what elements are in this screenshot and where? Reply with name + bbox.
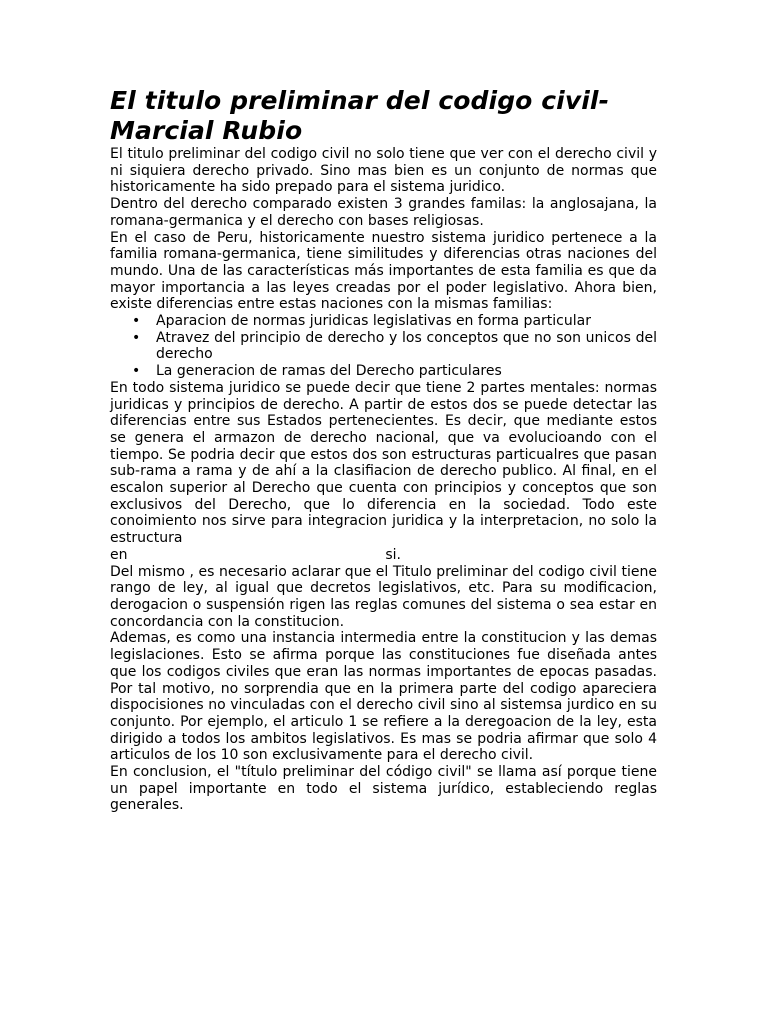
paragraph-end-word: en <box>110 546 128 563</box>
paragraph-legal-system-end <box>110 547 657 564</box>
paragraph-legal-system: En todo sistema juridico se puede decir que tiene 2 partes mentales: normas juridicas y principios de derecho. A partir de estos dos se puede detectar las diferencias entre sus Estados pertenecientes. Es decir, que mediante estos se genera el armazon de derecho nacional, que va evolucioando con el tiempo. Se podria decir que estos dos son estructuras particualres que pasan sub-rama a rama y de ahí a la clasifiacion de derecho publico. Al final, en el escalon superior al Derecho que cuenta con principios y conceptos que son exclusivos del Derecho, que lo diferencia en la sociedad. Todo este conoimiento nos sirve para integracion juridica y la interpretacion, no solo la estructura <box>110 379 657 547</box>
paragraph-intro: El titulo preliminar del codigo civil no solo tiene que ver con el derecho civil y ni siquiera derecho privado. Sino mas bien es un conjunto de normas que historicamente ha sido prepado para el sistema juridico. <box>110 146 657 196</box>
document-title: El titulo preliminar del codigo civil- Marcial Rubio <box>110 86 610 145</box>
list-item-text: La generacion de ramas del Derecho particulares <box>156 363 502 380</box>
paragraph-conclusion: En conclusion, el "título preliminar del código civil" se llama así porque tiene un papel importante en todo el sistema jurídico, estableciendo reglas generales. <box>110 764 657 814</box>
paragraph-families: Dentro del derecho comparado existen 3 grandes familas: la anglosajana, la romana-germanica y el derecho con bases religiosas. <box>110 196 657 229</box>
paragraph-peru: En el caso de Peru, historicamente nuestro sistema juridico pertenece a la familia romana-germanica, tiene similitudes y diferencias otras naciones del mundo. Una de las características más importantes de esta familia es que da mayor importancia a las leyes creadas por el poder legislativo. Ahora bien, existe diferencias entre estas naciones con la mismas familias: <box>110 229 657 313</box>
list-item <box>132 329 657 363</box>
bullet-icon: • <box>132 329 141 346</box>
list-item-text: Atravez del principio de derecho y los conceptos que no son unicos del derecho <box>156 329 657 363</box>
paragraph-rank-of-law: Del mismo , es necesario aclarar que el Titulo preliminar del codigo civil tiene rango de ley, al igual que decretos legislativos, etc. Para su modificacion, derogacion o suspensión rigen las reglas comunes del sistema o sea estar en concordancia con la constitucion. <box>110 563 657 630</box>
differences-list <box>110 313 657 380</box>
paragraph-end-word: si. <box>385 546 401 563</box>
bullet-icon: • <box>132 313 141 330</box>
list-item-text: Aparacion de normas juridicas legislativas en forma particular <box>156 313 591 330</box>
bullet-icon: • <box>132 363 141 380</box>
list-item <box>132 363 657 380</box>
document-body <box>110 86 657 814</box>
list-item <box>132 313 657 330</box>
paragraph-intermediate: Ademas, es como una instancia intermedia entre la constitucion y las demas legislaciones. Esto se afirma porque las constituciones fue diseñada antes que los codigos civiles que eran las normas importantes de epocas pasadas. Por tal motivo, no sorprendia que en la primera parte del codigo apareciera dispocisiones no vinculadas con el derecho civil sino al sistemsa jurdico en su conjunto. Por ejemplo, el articulo 1 se refiere a la deregoacion de la ley, esta dirigido a todos los ambitos legislativos. Es mas se podria afirmar que solo 4 articulos de los 10 son exclusivamente para el derecho civil. <box>110 630 657 764</box>
